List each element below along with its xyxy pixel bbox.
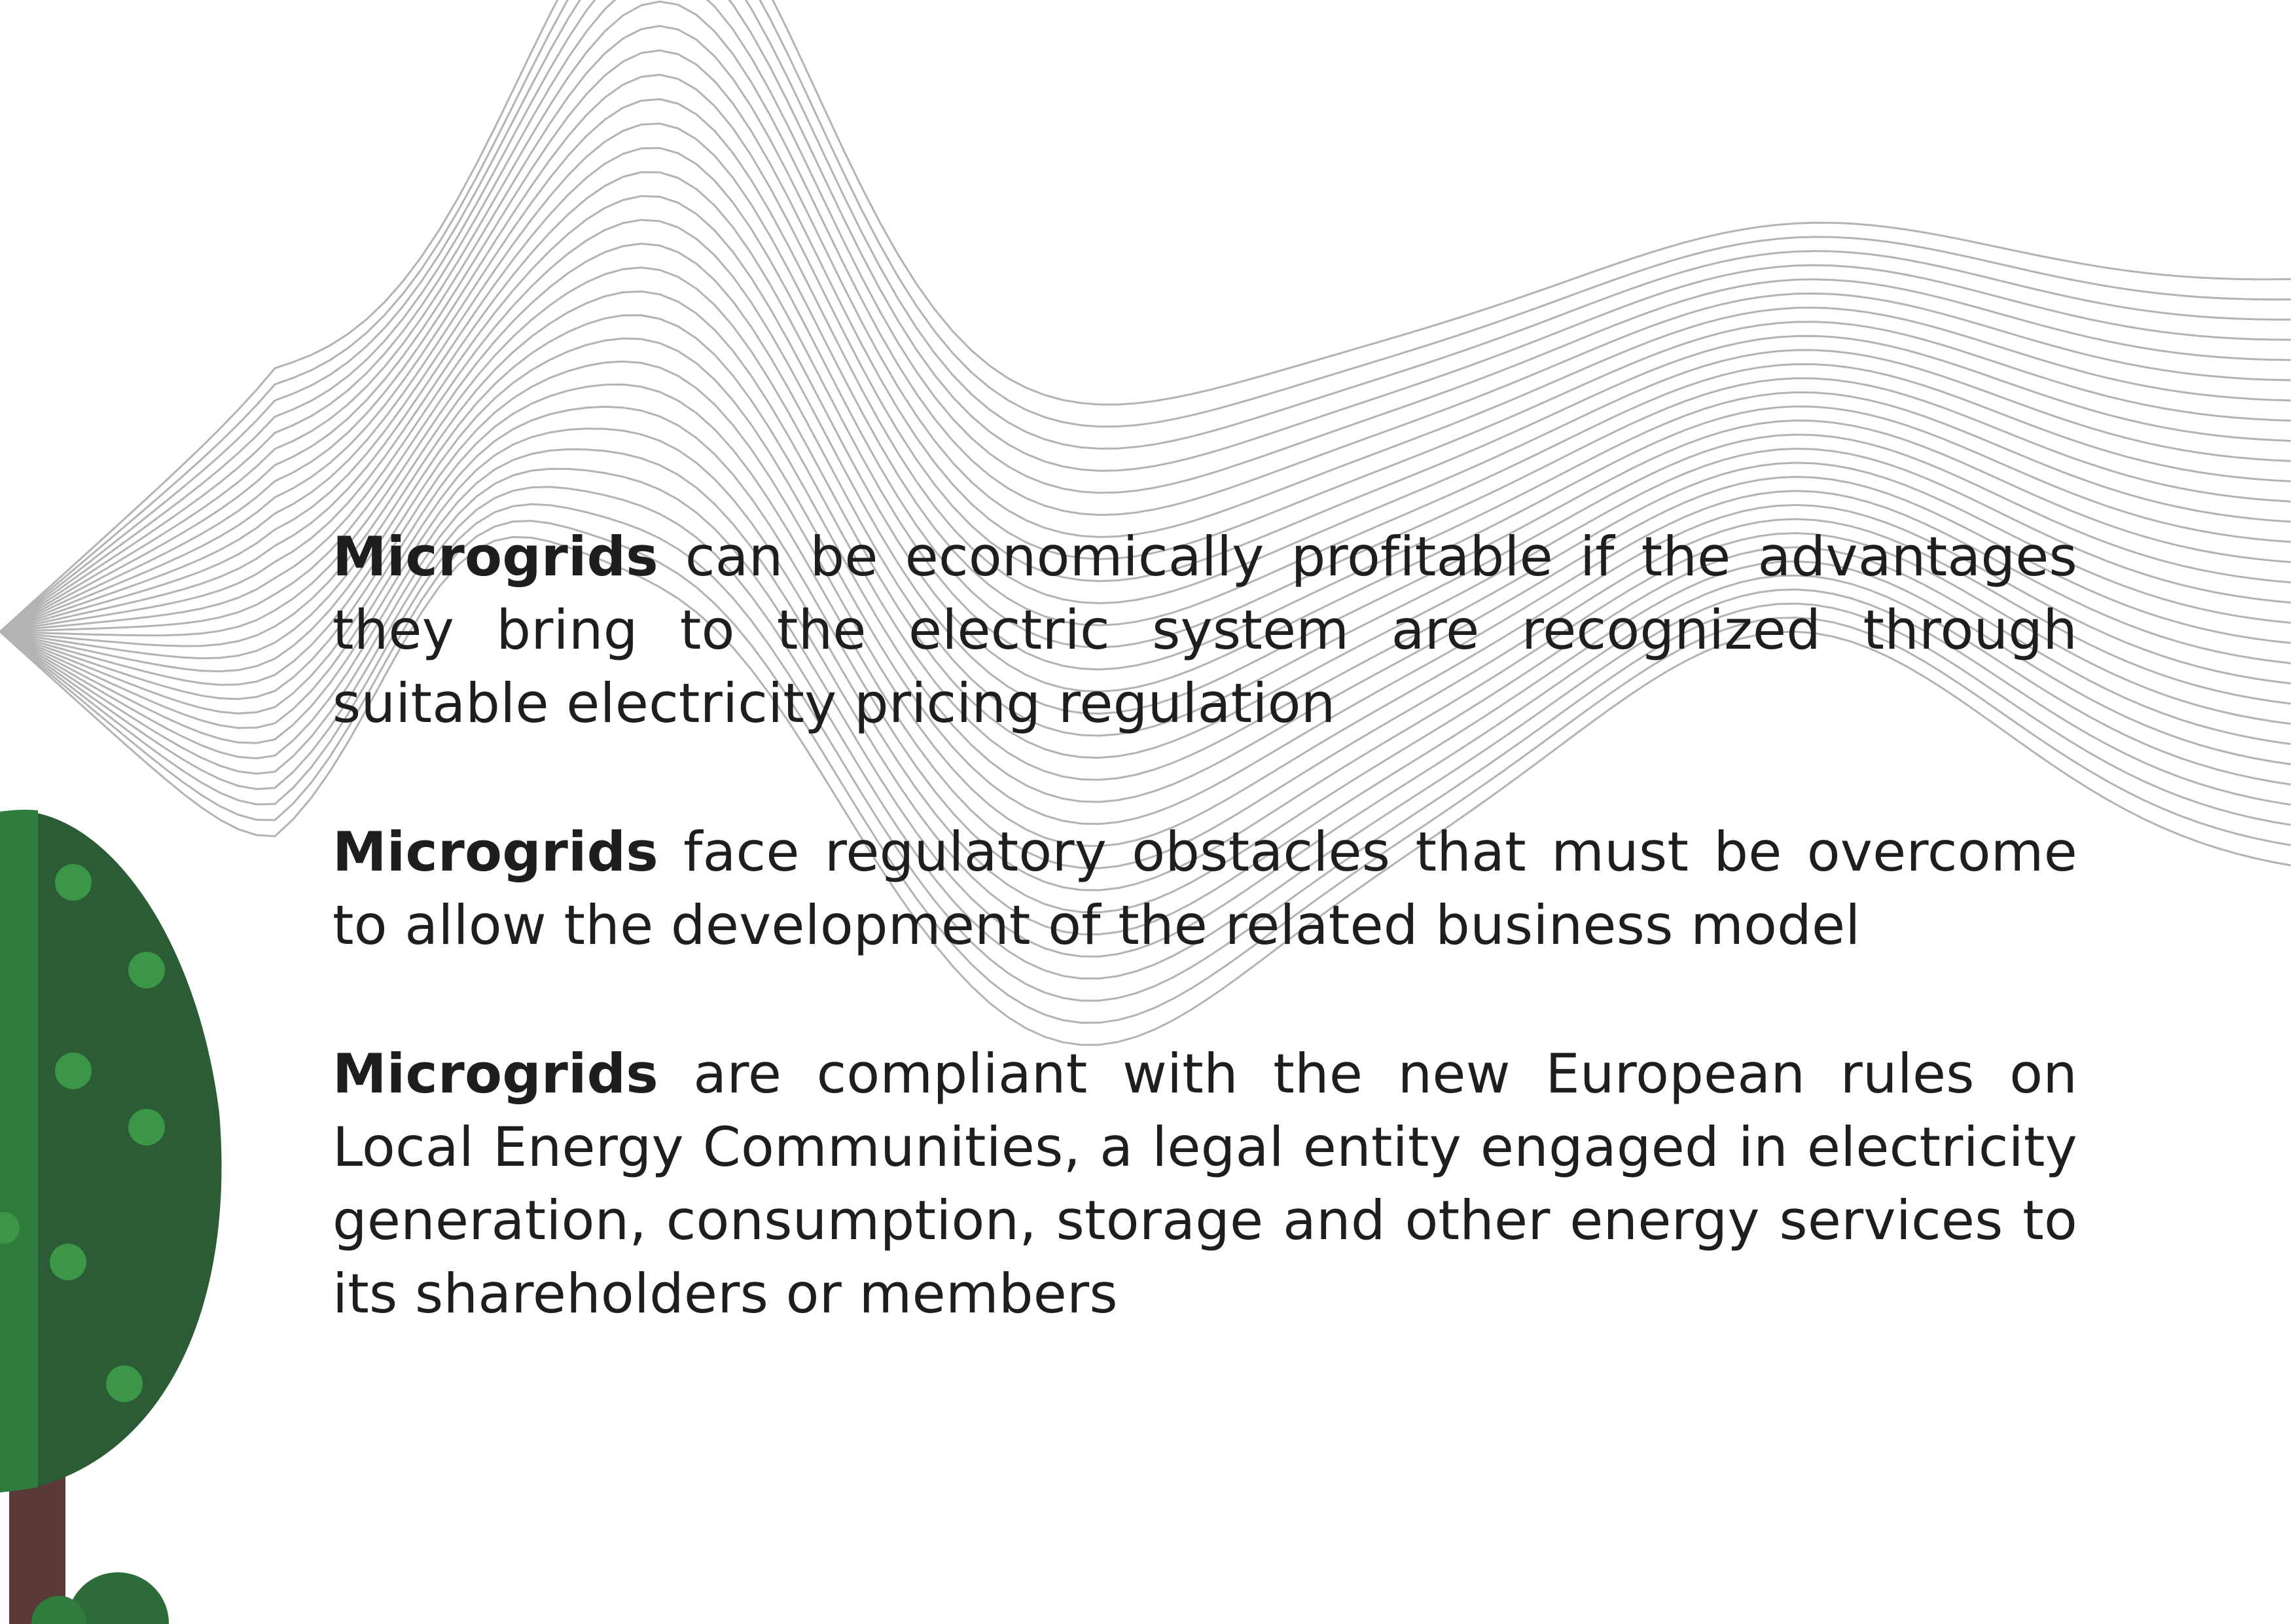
statement-regulatory-obstacles: [332, 816, 2077, 962]
tree-dot: [106, 1365, 143, 1402]
tree-dot: [128, 1109, 165, 1146]
statement-profitability: [332, 520, 2077, 740]
statement-text: can be economically profitable if the advantages they bring to the electric system are recognized through suitable electricity pricing regulation: [332, 525, 2077, 735]
tree-crown-light: [0, 810, 38, 1492]
statement-european-rules: [332, 1038, 2077, 1331]
statement-text: face regulatory obstacles that must be overcome to allow the development of the related business model: [332, 820, 2077, 957]
tree-dot: [128, 952, 165, 988]
statements-block: [332, 520, 2077, 1406]
tree-dot: [50, 1244, 86, 1280]
statement-text: are compliant with the new European rules on Local Energy Communities, a legal entity engaged in electricity generation, consumption, storage and other energy services to its shareholders or members: [332, 1042, 2077, 1326]
statement-keyword: Microgrids: [332, 820, 658, 884]
tree-dot: [55, 864, 92, 901]
statement-keyword: Microgrids: [332, 525, 658, 588]
statement-keyword: Microgrids: [332, 1042, 658, 1106]
tree-dot: [55, 1053, 92, 1089]
